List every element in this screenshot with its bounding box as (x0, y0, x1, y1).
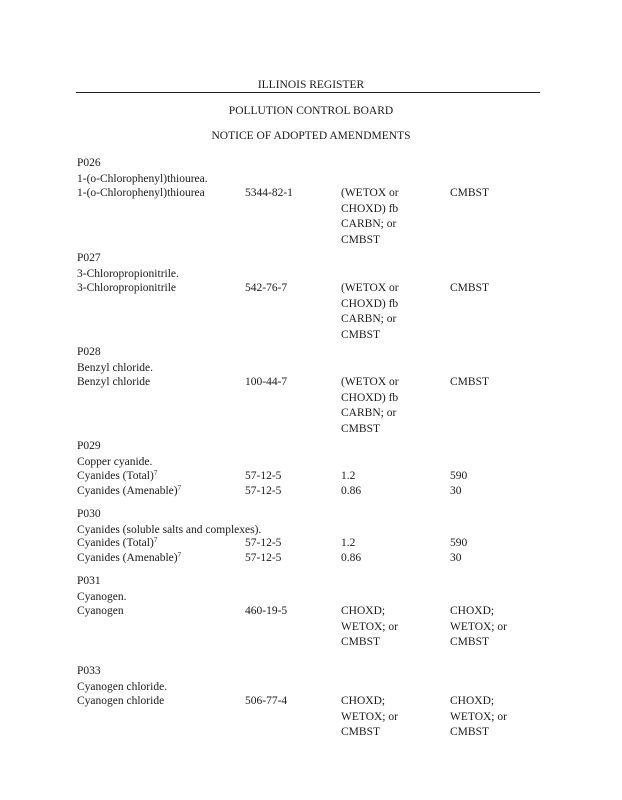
nonwastewater-standard: 30 (450, 552, 462, 564)
nonwastewater-standard: CMBST (450, 187, 489, 199)
cas-number: 57-12-5 (245, 537, 282, 549)
footnote-marker: 7 (177, 551, 182, 559)
wastewater-standard: 0.86 (341, 485, 362, 497)
waste-heading: 1-(o-Chlorophenyl)thiourea. (77, 172, 208, 185)
nonwastewater-standard: WETOX; or (450, 710, 507, 723)
waste-code: P033 (77, 665, 101, 677)
wastewater-standard: WETOX; or (341, 710, 398, 723)
cas-number: 460-19-5 (245, 605, 288, 617)
nonwastewater-standard: CMBST (450, 282, 489, 294)
notice-title: NOTICE OF ADOPTED AMENDMENTS (211, 130, 411, 142)
waste-code: P030 (77, 508, 101, 520)
constituent-name: Cyanides (Total)$^7$ (77, 469, 158, 482)
footnote-marker: 7 (177, 484, 182, 492)
wastewater-standard: CARBN; or (341, 313, 397, 325)
wastewater-standard: WETOX; or (341, 620, 398, 633)
nonwastewater-standard: 30 (450, 485, 462, 497)
footnote-marker: 7 (153, 536, 158, 544)
cas-number: 506-77-4 (245, 695, 288, 707)
waste-heading: Cyanogen. (77, 590, 127, 603)
waste-code: P031 (77, 575, 101, 587)
wastewater-standard: CHOXD; (341, 605, 386, 617)
nonwastewater-standard: 590 (450, 537, 468, 549)
wastewater-standard: CMBST (341, 422, 380, 435)
cas-number: 100-44-7 (245, 376, 288, 388)
wastewater-standard: CMBST (341, 233, 380, 246)
wastewater-standard: CHOXD) fb (341, 391, 399, 404)
constituent-name: Cyanides (Amenable)$^7$ (77, 551, 182, 564)
wastewater-standard: CMBST (341, 636, 380, 648)
wastewater-standard: 1.2 (341, 470, 356, 482)
wastewater-standard: CARBN; or (341, 407, 397, 419)
constituent-name: Cyanogen chloride (77, 695, 165, 707)
waste-heading: Copper cyanide. (77, 455, 153, 468)
wastewater-standard: CARBN; or (341, 218, 397, 230)
wastewater-standard: CMBST (341, 726, 380, 738)
constituent-name: Cyanogen (77, 605, 124, 617)
wastewater-standard: 1.2 (341, 537, 356, 549)
cas-number: 57-12-5 (245, 552, 282, 564)
waste-code: P028 (77, 346, 101, 358)
waste-heading: Cyanogen chloride. (77, 680, 168, 693)
constituent-name: Benzyl chloride (77, 376, 151, 388)
wastewater-standard: CHOXD) fb (341, 297, 399, 310)
cas-number: 57-12-5 (245, 485, 282, 497)
footnote-marker: 7 (153, 469, 158, 477)
wastewater-standard: (WETOX or (341, 376, 399, 388)
wastewater-standard: CHOXD) fb (341, 202, 399, 215)
waste-code: P029 (77, 440, 101, 452)
register-title: ILLINOIS REGISTER (257, 79, 365, 91)
waste-heading: 3-Chloropropionitrile. (77, 267, 179, 280)
nonwastewater-standard: CMBST (450, 636, 489, 648)
wastewater-standard: (WETOX or (341, 187, 399, 199)
header-rule (76, 92, 540, 93)
constituent-name: 1-(o-Chlorophenyl)thiourea (77, 187, 205, 199)
wastewater-standard: 0.86 (341, 552, 362, 564)
nonwastewater-standard: WETOX; or (450, 620, 507, 633)
wastewater-standard: CMBST (341, 328, 380, 341)
waste-heading: Benzyl chloride. (77, 361, 154, 374)
constituent-name: Cyanides (Total)$^7$ (77, 536, 158, 549)
nonwastewater-standard: CHOXD; (450, 605, 495, 617)
constituent-name: Cyanides (Amenable)$^7$ (77, 484, 182, 497)
waste-heading: Cyanides (soluble salts and complexes). (77, 523, 262, 536)
nonwastewater-standard: 590 (450, 470, 468, 482)
nonwastewater-standard: CHOXD; (450, 695, 495, 707)
waste-code: P026 (77, 157, 101, 169)
constituent-name: 3-Chloropropionitrile (77, 282, 177, 294)
cas-number: 57-12-5 (245, 470, 282, 482)
waste-code: P027 (77, 252, 101, 264)
wastewater-standard: (WETOX or (341, 282, 399, 294)
nonwastewater-standard: CMBST (450, 376, 489, 388)
nonwastewater-standard: CMBST (450, 726, 489, 738)
cas-number: 542-76-7 (245, 282, 288, 294)
wastewater-standard: CHOXD; (341, 695, 386, 707)
cas-number: 5344-82-1 (245, 187, 293, 199)
board-name: POLLUTION CONTROL BOARD (228, 105, 394, 117)
